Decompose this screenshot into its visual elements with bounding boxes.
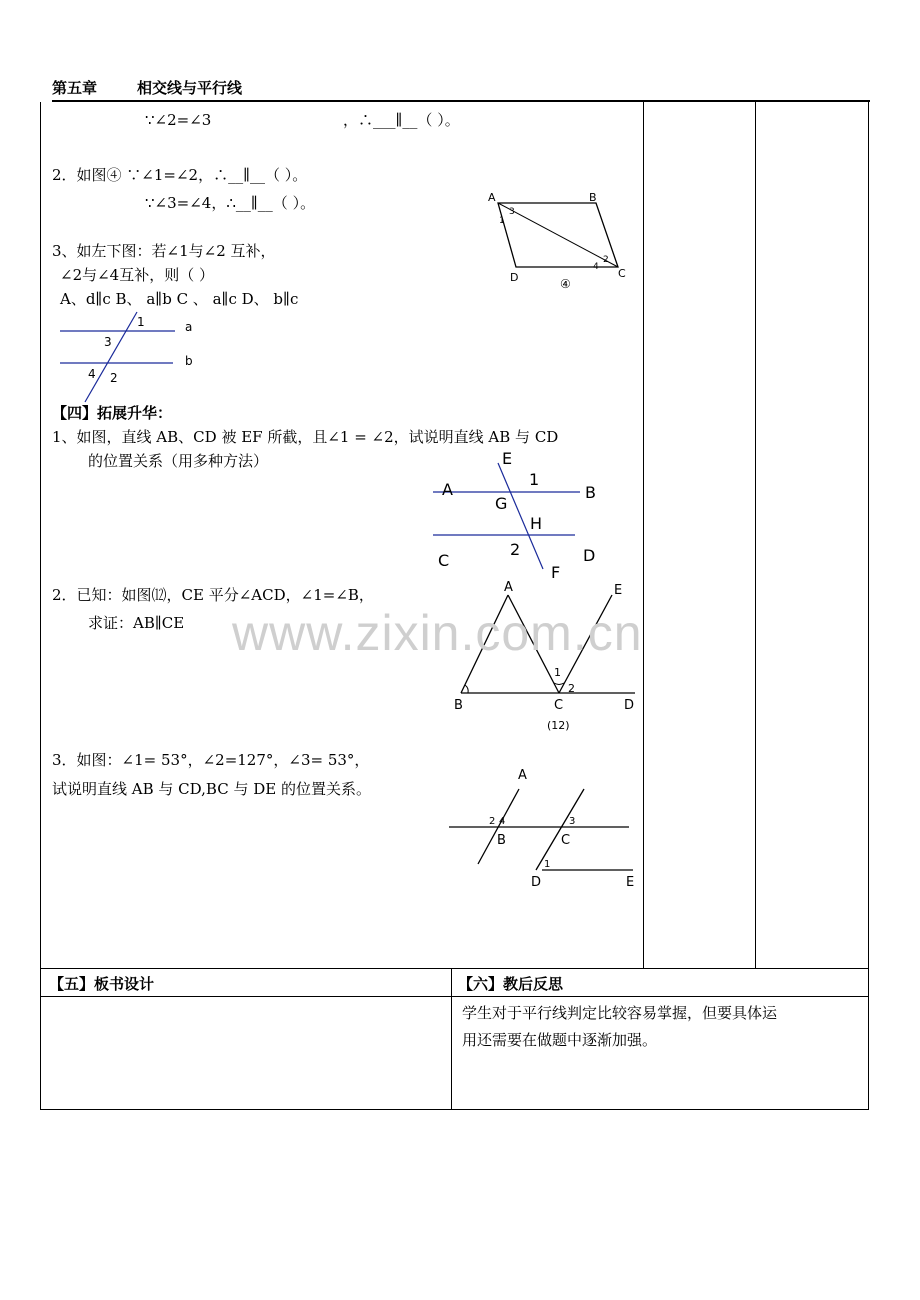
- top-line-given: ∵∠2=∠3: [145, 111, 212, 129]
- ef-figure: [425, 445, 615, 585]
- pg-label-A: A: [488, 191, 496, 204]
- parallel3-figure: [445, 760, 645, 895]
- sl-angle-3: 3: [104, 335, 112, 349]
- s4-p3-line2: 试说明直线 AB 与 CD,BC 与 DE 的位置关系。: [52, 780, 371, 798]
- ef-label-E: E: [502, 449, 513, 468]
- q2-line1: 2．如图④ ∵∠1=∠2，∴__∥__（ ）。: [52, 166, 308, 184]
- q3-line1: 3、如左下图：若∠1与∠2 互补，: [52, 242, 276, 260]
- ef-label-D: D: [583, 546, 596, 565]
- tri-label-A: A: [504, 580, 513, 595]
- sl-label-b: b: [185, 354, 193, 368]
- tri-label-E: E: [614, 583, 623, 598]
- p3-label-B: B: [497, 833, 506, 848]
- table-border-bottom: [40, 1109, 869, 1110]
- row-divider-1: [40, 968, 869, 969]
- tri-label-D: D: [624, 698, 635, 713]
- ef-label-C: C: [438, 551, 450, 570]
- p3-angle-3: 3: [569, 816, 576, 827]
- chapter-label: 第五章: [52, 79, 98, 97]
- reflection-heading: 【六】教后反思: [458, 975, 564, 993]
- s4-p3-line1: 3．如图：∠1= 53°，∠2=127°，∠3= 53°，: [52, 751, 370, 769]
- reflection-line2: 用还需要在做题中逐渐加强。: [462, 1031, 658, 1049]
- ef-angle-2: 2: [510, 540, 521, 559]
- p3-label-E: E: [626, 875, 635, 890]
- sl-angle-1: 1: [137, 315, 145, 329]
- column-divider-2: [755, 102, 756, 969]
- pg-angle-1: 1: [499, 216, 505, 226]
- ef-label-G: G: [495, 494, 508, 513]
- ef-label-A: A: [442, 480, 453, 499]
- table-border-left: [40, 102, 41, 1110]
- p3-angle-2: 2: [489, 816, 496, 827]
- s4-p1-line1: 1、如图，直线 AB、CD 被 EF 所截，且∠1 = ∠2，试说明直线 AB 与 CD: [52, 428, 559, 446]
- ef-label-H: H: [530, 514, 543, 533]
- s4-p1-line2: 的位置关系（用多种方法）: [88, 452, 269, 470]
- s4-p2-line2: 求证：AB∥CE: [88, 614, 185, 632]
- pg-label-C: C: [618, 267, 626, 280]
- pg-angle-4: 4: [593, 262, 599, 272]
- tri-angle-1: 1: [554, 666, 561, 679]
- header-rule: [52, 100, 870, 102]
- watermark: www.zixin.com.cn: [232, 605, 643, 661]
- board-design-heading: 【五】板书设计: [49, 975, 155, 993]
- small-lines-figure: [55, 310, 215, 405]
- pg-label-D: D: [510, 271, 519, 284]
- p3-angle-4: 4: [499, 816, 506, 827]
- sl-label-a: a: [185, 320, 193, 334]
- chapter-title: 相交线与平行线: [137, 79, 243, 97]
- p3-label-C: C: [561, 833, 571, 848]
- q3-line2: ∠2与∠4互补，则（ ）: [60, 266, 214, 284]
- sl-angle-4: 4: [88, 367, 96, 381]
- ef-angle-1: 1: [529, 470, 540, 489]
- tri-caption: (12): [547, 719, 570, 732]
- pg-label-B: B: [589, 191, 597, 204]
- pg-caption: ④: [560, 277, 571, 291]
- q3-options: A、d∥c B、 a∥b C 、 a∥c D、 b∥c: [60, 290, 299, 308]
- reflection-line1: 学生对于平行线判定比较容易掌握，但要具体运: [462, 1004, 778, 1022]
- table-border-right: [868, 102, 869, 1110]
- pg-angle-2: 2: [603, 255, 609, 265]
- row-divider-2: [40, 996, 869, 997]
- section4-heading: 【四】拓展升华：: [52, 404, 173, 422]
- tri-label-C: C: [554, 698, 564, 713]
- pg-angle-3: 3: [509, 207, 515, 217]
- q2-line2: ∵∠3=∠4，∴__∥__（ ）。: [145, 194, 316, 212]
- s4-p2-line1: 2．已知：如图⑿，CE 平分∠ACD，∠1=∠B，: [52, 586, 374, 604]
- tri-angle-2: 2: [568, 682, 575, 695]
- parallelogram-figure: [480, 185, 640, 295]
- p3-label-D: D: [531, 875, 542, 890]
- sl-angle-2: 2: [110, 371, 118, 385]
- ef-label-B: B: [585, 483, 596, 502]
- tri-label-B: B: [454, 698, 463, 713]
- ef-label-F: F: [551, 563, 561, 582]
- p3-angle-1: 1: [544, 859, 551, 870]
- p3-label-A: A: [518, 768, 527, 783]
- bottom-column-divider: [451, 968, 452, 1110]
- top-line-conclusion: ，∴___∥__（ ）。: [343, 111, 460, 129]
